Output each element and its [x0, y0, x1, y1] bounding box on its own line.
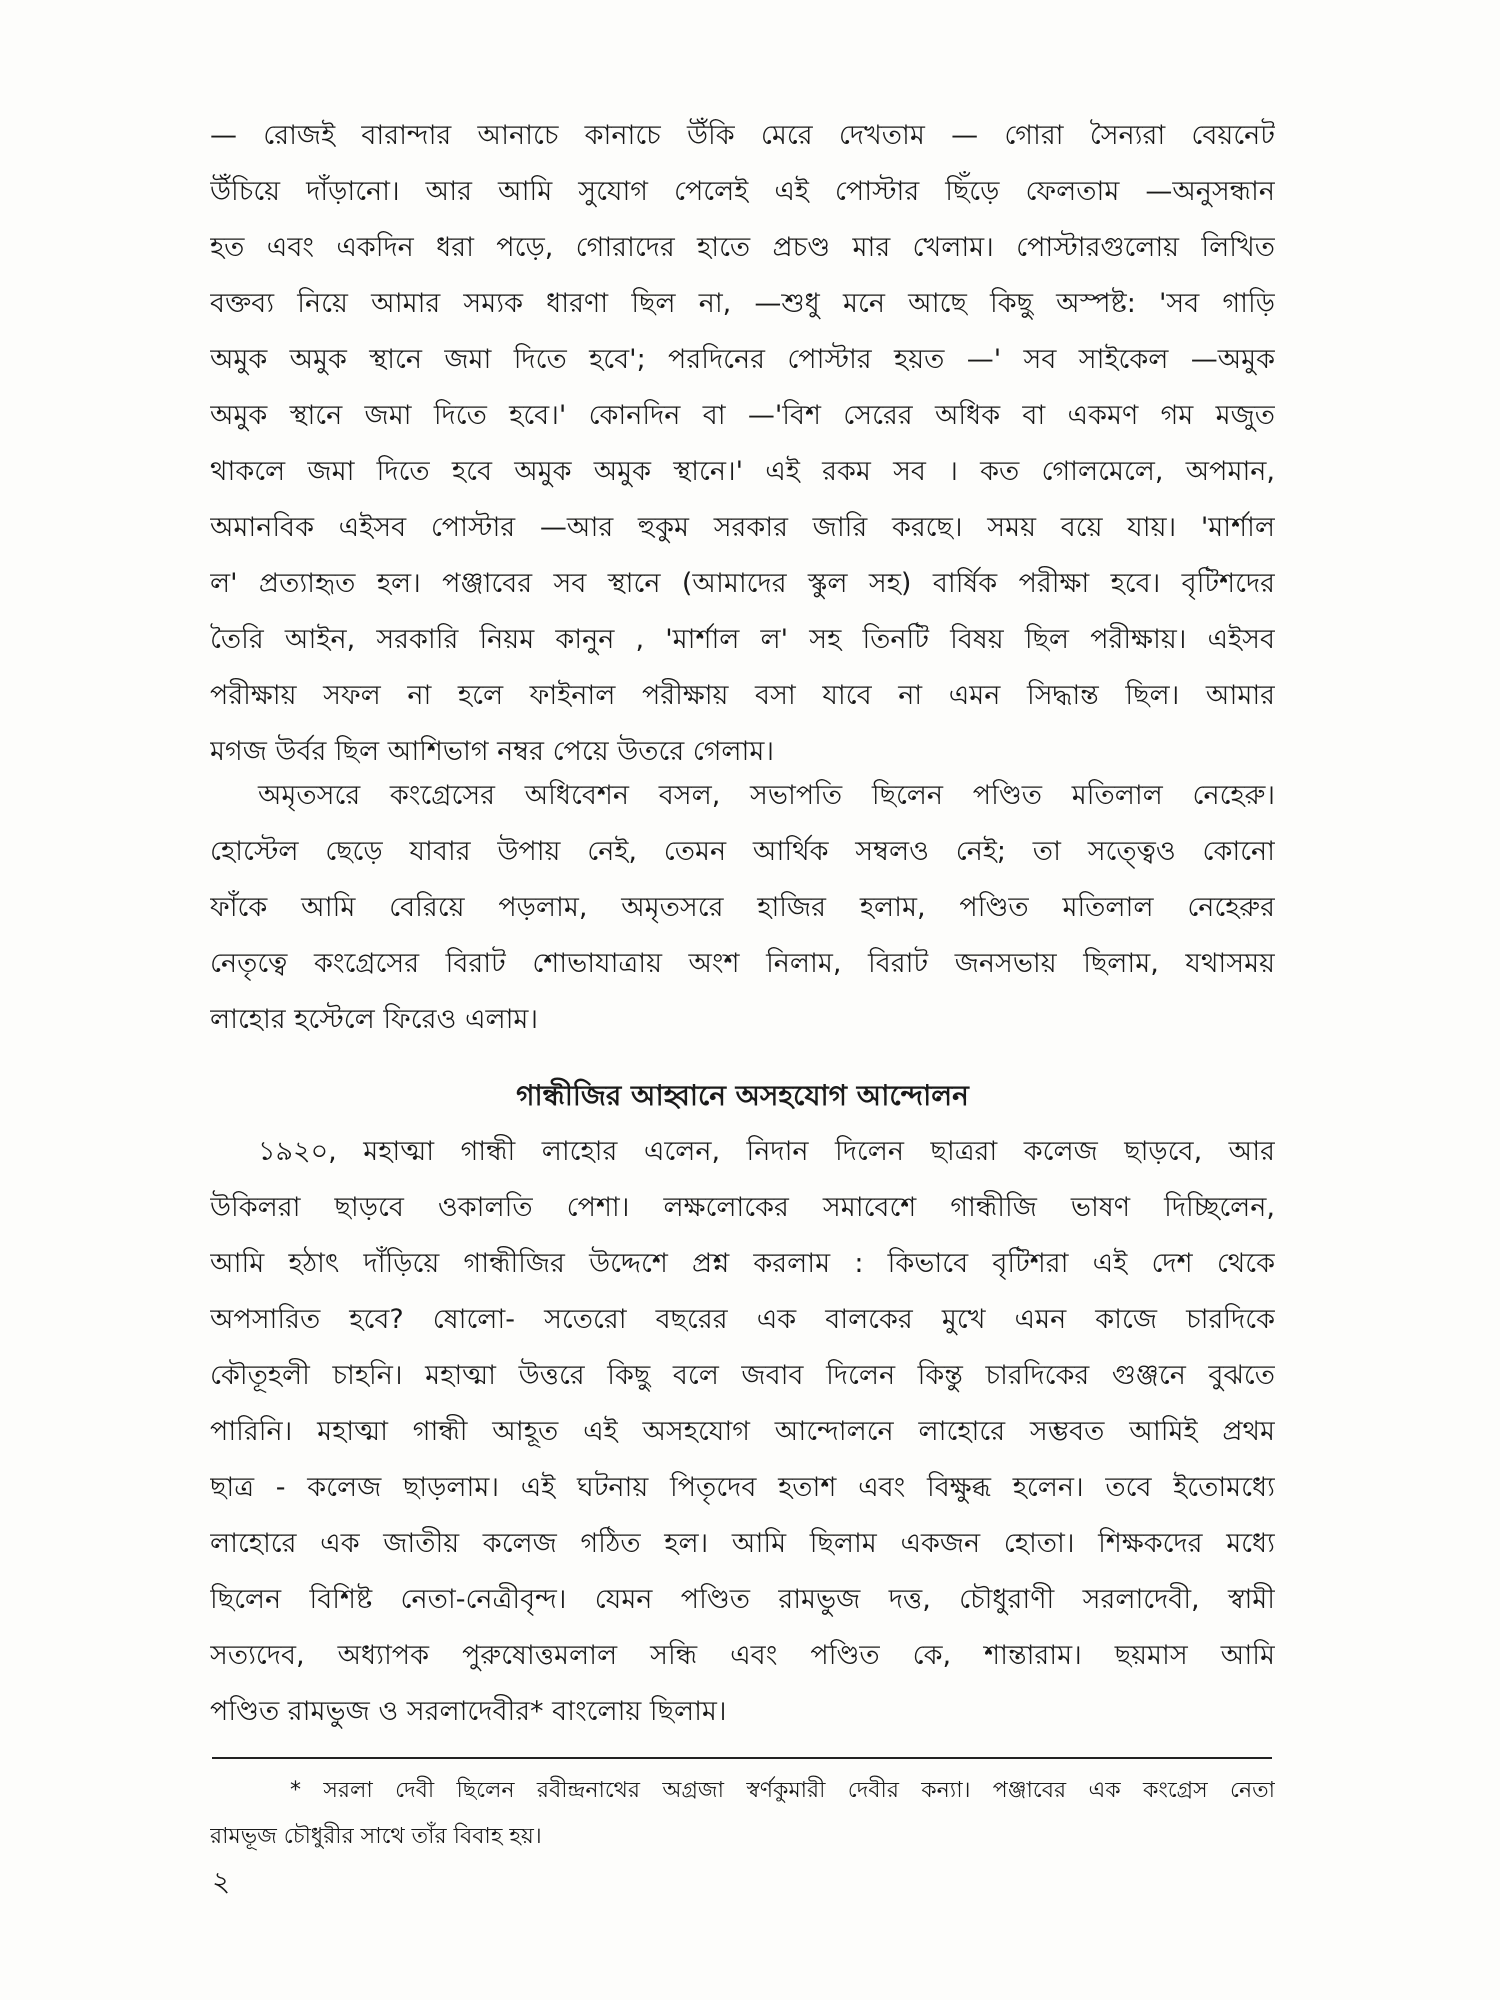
- text-line: অমুক অমুক স্থানে জমা দিতে হবে'; পরদিনের পোস্টার হয়ত —' সব সাইকেল —অমুক: [210, 344, 1275, 375]
- text-line: আমি হঠাৎ দাঁড়িয়ে গান্ধীজির উদ্দেশে প্রশ্ন করলাম : কিভাবে বৃটিশরা এই দেশ থেকে: [210, 1248, 1275, 1279]
- text-line: অমুক স্থানে জমা দিতে হবে।' কোনদিন বা —'বিশ সেরের অধিক বা একমণ গম মজুত: [210, 400, 1275, 431]
- text-line: — রোজই বারান্দার আনাচে কানাচে উঁকি মেরে দেখতাম — গোরা সৈন্যরা বেয়নেট: [210, 120, 1275, 151]
- text-line: ছাত্র - কলেজ ছাড়লাম। এই ঘটনায় পিতৃদেব হতাশ এবং বিক্ষুব্ধ হলেন। তবে ইতোমধ্যে: [210, 1472, 1275, 1503]
- text-line: সত্যদেব, অধ্যাপক পুরুষোত্তমলাল সন্ধি এবং পণ্ডিত কে, শান্তারাম। ছয়মাস আমি: [210, 1640, 1275, 1671]
- text-line: অমৃতসরে কংগ্রেসের অধিবেশন বসল, সভাপতি ছিলেন পণ্ডিত মতিলাল নেহেরু।: [258, 780, 1275, 811]
- text-line: হোস্টেল ছেড়ে যাবার উপায় নেই, তেমন আর্থিক সম্বলও নেই; তা সত্ত্বেও কোনো: [210, 836, 1275, 867]
- footnote: [210, 1768, 1275, 1860]
- footnote-line: রামভূজ চৌধুরীর সাথে তাঁর বিবাহ হয়।: [210, 1824, 542, 1849]
- text-line: অপসারিত হবে? ষোলো- সতেরো বছরের এক বালকের মুখে এমন কাজে চারদিকে: [210, 1304, 1275, 1335]
- text-line: পণ্ডিত রামভুজ ও সরলাদেবীর* বাংলোয় ছিলাম।: [210, 1696, 727, 1727]
- text-line: লাহোর হস্টেলে ফিরেও এলাম।: [210, 1004, 539, 1035]
- page-number: ২: [212, 1865, 231, 1898]
- text-line: কৌতূহলী চাহনি। মহাত্মা উত্তরে কিছু বলে জবাব দিলেন কিন্তু চারদিকের গুঞ্জনে বুঝতে: [210, 1360, 1275, 1391]
- text-line: তৈরি আইন, সরকারি নিয়ম কানুন , 'মার্শাল ল' সহ তিনটি বিষয় ছিল পরীক্ষায়। এইসব: [210, 624, 1275, 655]
- text-line: থাকলে জমা দিতে হবে অমুক অমুক স্থানে।' এই রকম সব । কত গোলমেলে, অপমান,: [210, 456, 1275, 487]
- text-line: পরীক্ষায় সফল না হলে ফাইনাল পরীক্ষায় বসা যাবে না এমন সিদ্ধান্ত ছিল। আমার: [210, 680, 1275, 711]
- text-line: মগজ উর্বর ছিল আশিভাগ নম্বর পেয়ে উতরে গেলাম।: [210, 736, 775, 767]
- footnote-line: * সরলা দেবী ছিলেন রবীন্দ্রনাথের অগ্রজা স্বর্ণকুমারী দেবীর কন্যা। পঞ্জাবের এক কংগ্রেস নেতা: [290, 1778, 1275, 1803]
- text-line: ফাঁকে আমি বেরিয়ে পড়লাম, অমৃতসরে হাজির হলাম, পণ্ডিত মতিলাল নেহেরুর: [210, 892, 1275, 923]
- section-heading: গান্ধীজির আহ্বানে অসহযোগ আন্দোলন: [516, 1079, 969, 1112]
- text-line: লাহোরে এক জাতীয় কলেজ গঠিত হল। আমি ছিলাম একজন হোতা। শিক্ষকদের মধ্যে: [210, 1528, 1275, 1559]
- text-line: বক্তব্য নিয়ে আমার সম্যক ধারণা ছিল না, —শুধু মনে আছে কিছু অস্পষ্ট: 'সব গাড়ি: [210, 288, 1275, 319]
- text-line: উঁচিয়ে দাঁড়ানো। আর আমি সুযোগ পেলেই এই পোস্টার ছিঁড়ে ফেলতাম —অনুসন্ধান: [210, 176, 1275, 207]
- paragraph-amritsar-congress: [210, 768, 1275, 1048]
- text-line: ১৯২০, মহাত্মা গান্ধী লাহোর এলেন, নিদান দিলেন ছাত্ররা কলেজ ছাড়বে, আর: [258, 1136, 1275, 1167]
- text-line: ল' প্রত্যাহৃত হল। পঞ্জাবের সব স্থানে (আমাদের স্কুল সহ) বার্ষিক পরীক্ষা হবে। বৃটিশদের: [210, 568, 1275, 599]
- text-line: পারিনি। মহাত্মা গান্ধী আহূত এই অসহযোগ আন্দোলনে লাহোরে সম্ভবত আমিই প্রথম: [210, 1416, 1275, 1447]
- text-line: হত এবং একদিন ধরা পড়ে, গোরাদের হাতে প্রচণ্ড মার খেলাম। পোস্টারগুলোয় লিখিত: [210, 232, 1275, 263]
- footnote-divider: [212, 1757, 1272, 1759]
- paragraph-martial-law: [210, 108, 1275, 780]
- text-line: নেতৃত্বে কংগ্রেসের বিরাট শোভাযাত্রায় অংশ নিলাম, বিরাট জনসভায় ছিলাম, যথাসময়: [210, 948, 1275, 979]
- paragraph-non-cooperation: [210, 1124, 1275, 1740]
- text-line: ছিলেন বিশিষ্ট নেতা-নেত্রীবৃন্দ। যেমন পণ্ডিত রামভুজ দত্ত, চৌধুরাণী সরলাদেবী, স্বামী: [210, 1584, 1275, 1615]
- text-line: অমানবিক এইসব পোস্টার —আর হুকুম সরকার জারি করছে। সময় বয়ে যায়। 'মার্শাল: [210, 512, 1275, 543]
- text-line: উকিলরা ছাড়বে ওকালতি পেশা। লক্ষলোকের সমাবেশে গান্ধীজি ভাষণ দিচ্ছিলেন,: [210, 1192, 1275, 1223]
